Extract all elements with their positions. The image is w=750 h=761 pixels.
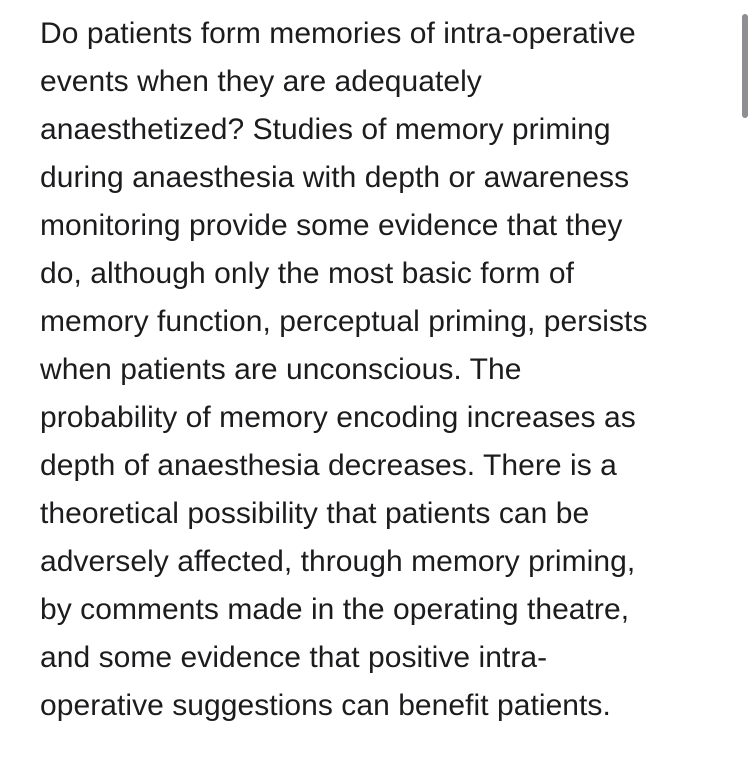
scrollbar-thumb[interactable] [742,14,748,118]
text-line: memory function, perceptual priming, persists [40,305,648,338]
text-line: events when they are adequately [40,65,482,98]
text-line: anaesthetized? Studies of memory priming [40,113,611,146]
text-line: during anaesthesia with depth or awareness [40,161,630,194]
text-line: operative suggestions can benefit patients. [40,689,611,722]
text-line: theoretical possibility that patients can be [40,497,590,530]
text-line: Do patients form memories of intra-operative [40,17,636,50]
text-line: monitoring provide some evidence that they [40,209,623,242]
text-line: when patients are unconscious. The [40,353,522,386]
text-line: probability of memory encoding increases as [40,401,636,434]
text-line: and some evidence that positive intra- [40,641,548,674]
text-line: depth of anaesthesia decreases. There is a [40,449,617,482]
abstract-paragraph [40,10,720,730]
text-line: adversely affected, through memory priming, [40,545,636,578]
text-line: by comments made in the operating theatre, [40,593,630,626]
text-line: do, although only the most basic form of [40,257,574,290]
vertical-scrollbar[interactable] [740,0,750,761]
